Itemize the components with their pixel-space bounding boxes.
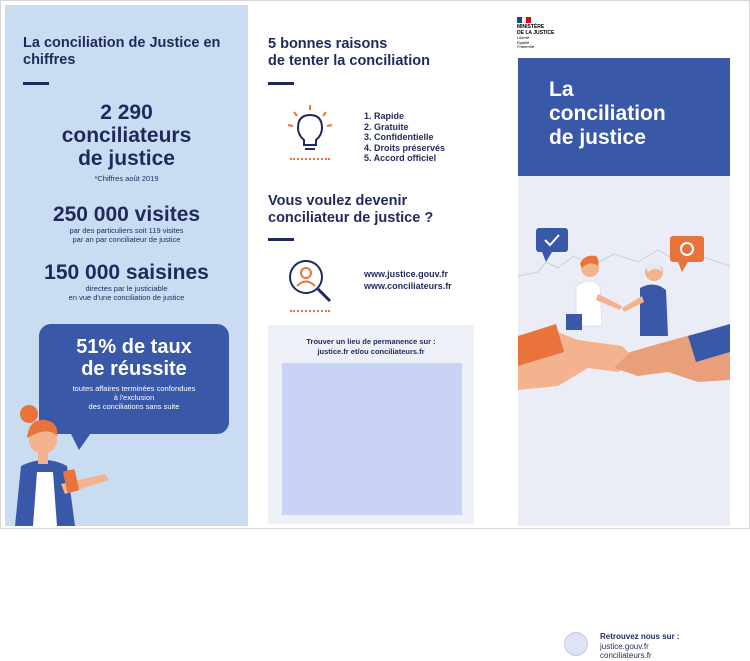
success-rate-note2: à l'exclusion xyxy=(113,393,155,402)
reasons-title xyxy=(268,36,430,70)
link-conciliateurs[interactable]: www.conciliateurs.fr xyxy=(364,281,452,291)
stats-title: La conciliation de Justice en chiffres xyxy=(23,35,221,68)
permanence-placeholder xyxy=(282,363,462,515)
lightbulb-icon xyxy=(284,103,336,155)
permanence-box xyxy=(268,325,474,524)
cover-title-line3: de justice xyxy=(549,126,646,149)
reasons-title-line2: de tenter la conciliation xyxy=(268,53,430,69)
become-title-rule xyxy=(268,238,294,241)
logo-motto1: Liberté xyxy=(517,35,530,40)
stat-conciliateurs-line2: conciliateurs xyxy=(61,124,192,147)
footer-links xyxy=(600,632,680,661)
ministere-logo xyxy=(517,17,577,50)
reason-item: 1. Rapide xyxy=(364,111,405,121)
permanence-line1: Trouver un lieu de permanence sur : xyxy=(306,337,436,346)
cover-title-block xyxy=(518,58,730,176)
become-links xyxy=(364,268,452,292)
become-title-line2: conciliateur de justice ? xyxy=(268,210,434,226)
reasons-title-rule xyxy=(268,82,294,85)
title-rule xyxy=(23,82,49,85)
link-justice-gouv[interactable]: www.justice.gouv.fr xyxy=(364,269,449,279)
logo-line2: DE LA JUSTICE xyxy=(517,29,555,36)
success-rate-note3: des conciliations sans suite xyxy=(88,402,180,411)
reason-item: 4. Droits préservés xyxy=(364,142,446,153)
french-flag-icon xyxy=(517,17,531,23)
cover-title xyxy=(549,78,666,150)
stat-saisines-note2: en vue d'une conciliation de justice xyxy=(68,293,185,302)
become-conciliateur-title xyxy=(268,193,433,227)
woman-with-phone-illustration xyxy=(5,400,135,526)
success-rate-note1: toutes affaires terminées confondues xyxy=(72,384,196,393)
permanence-line2: justice.fr et/ou conciliateurs.fr xyxy=(317,347,425,356)
stat-conciliateurs-line3: de justice xyxy=(78,147,175,170)
footer-link-conciliateurs[interactable]: conciliateurs.fr xyxy=(600,651,652,660)
reason-item: 5. Accord officiel xyxy=(364,153,437,163)
reasons-title-line1: 5 bonnes raisons xyxy=(268,36,388,52)
reason-item: 3. Confidentielle xyxy=(364,132,434,142)
logo-motto3: Fraternité xyxy=(517,44,535,49)
reason-item: 2. Gratuite xyxy=(364,121,409,132)
stat-saisines xyxy=(5,261,248,302)
stats-panel xyxy=(5,5,248,526)
magnifier-person-icon xyxy=(284,255,336,307)
reasons-list xyxy=(364,111,445,164)
cover-panel xyxy=(501,5,747,660)
handshake-illustration xyxy=(518,176,730,526)
logo-motto2: Égalité xyxy=(517,39,530,45)
reasons-panel xyxy=(248,5,493,526)
permanence-text xyxy=(268,337,474,357)
stat-visites-value: 250 000 visites xyxy=(52,203,201,226)
stat-visites-note1: par des particuliers soit 119 visites xyxy=(69,226,184,235)
success-rate-line1: 51% de taux xyxy=(76,336,192,358)
logo-line1: MINISTÈRE xyxy=(517,24,545,30)
cover-title-line2: conciliation xyxy=(549,102,666,125)
cover-illustration xyxy=(518,176,730,660)
become-title-line1: Vous voulez devenir xyxy=(268,193,408,209)
cover-title-line1: La xyxy=(549,78,574,101)
stat-conciliateurs-note: *Chiffres août 2019 xyxy=(94,174,159,183)
lightbulb-divider xyxy=(290,158,330,160)
stat-visites-note2: par an par conciliateur de justice xyxy=(72,235,181,244)
stat-conciliateurs-value: 2 290 xyxy=(100,101,153,124)
magnifier-divider xyxy=(290,310,330,312)
marianne-seal-icon xyxy=(564,632,588,656)
stat-conciliateurs xyxy=(5,101,248,183)
footer-title: Retrouvez nous sur : xyxy=(600,632,680,641)
success-rate-line2: de réussite xyxy=(81,358,187,380)
footer-link-justice[interactable]: justice.gouv.fr xyxy=(600,641,649,651)
stat-saisines-value: 150 000 saisines xyxy=(44,261,209,284)
stat-visites xyxy=(5,203,248,244)
stat-saisines-note1: directes par le justiciable xyxy=(85,284,168,293)
